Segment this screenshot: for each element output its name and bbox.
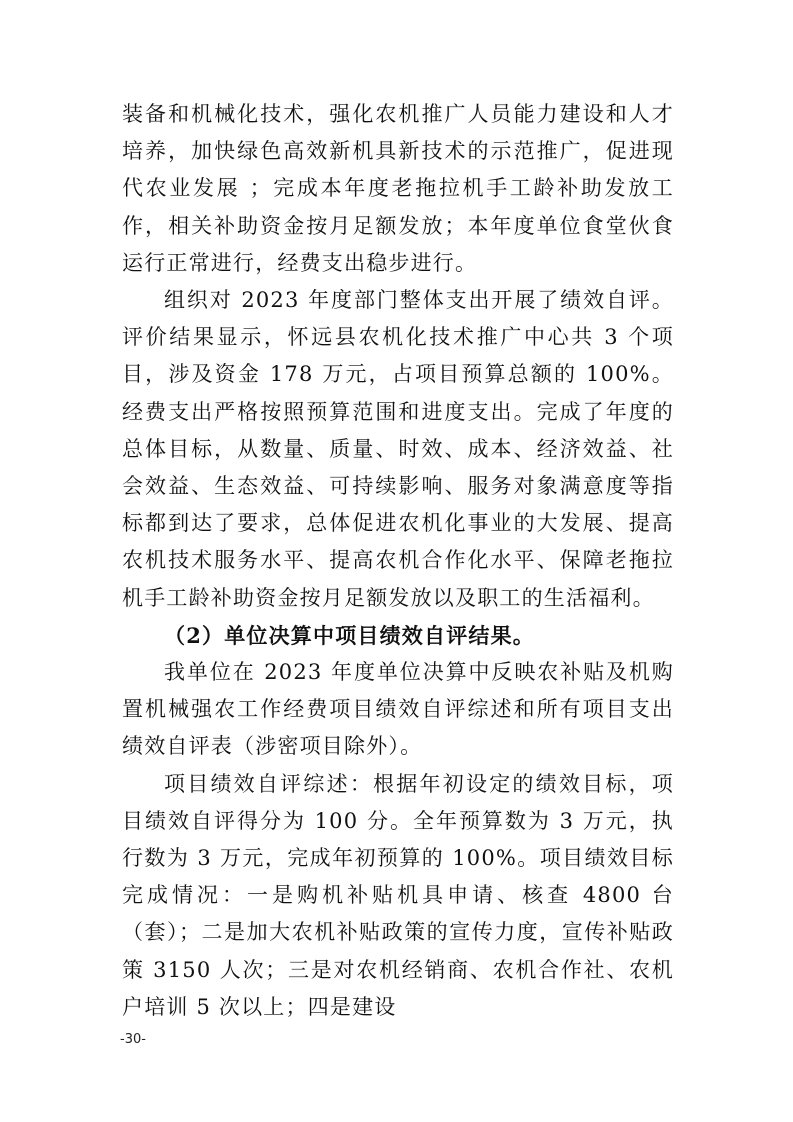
paragraph-project-summary: 项目绩效自评综述：根据年初设定的绩效目标，项目绩效自评得分为 100 分。全年预算数为 3 万元，执行数为 3 万元，完成年初预算的 100%。项目绩效目标完成情况：一是购机补贴机具申请、核查 4800 台（套）；二是加大农机补贴政策的宣传力度，宣传补贴政策 3150 人次；三是对农机经销商、农机合作社、农机户培训 5 次以上；四是建设: [122, 771, 674, 1019]
page-number: -30-: [120, 1032, 146, 1047]
document-body: [122, 96, 674, 1026]
section-heading: （2）单位决算中项目绩效自评结果。: [164, 622, 536, 648]
paragraph-project-report: 我单位在 2023 年度单位决算中反映农补贴及机购置机械强农工作经费项目绩效自评综述和所有项目支出绩效自评表（涉密项目除外）。: [122, 660, 674, 759]
paragraph-continuation: 装备和机械化技术，强化农机推广人员能力建设和人才培养，加快绿色高效新机具新技术的示范推广，促进现代农业发展 ；完成本年度老拖拉机手工龄补助发放工作，相关补助资金按月足额发放；本年度单位食堂伙食运行正常进行，经费支出稳步进行。: [122, 102, 674, 275]
paragraph-overall-evaluation: 组织对 2023 年度部门整体支出开展了绩效自评。评价结果显示，怀远县农机化技术推广中心共 3 个项目，涉及资金 178 万元，占项目预算总额的 100%。经费支出严格按照预算范围和进度支出。完成了年度的总体目标，从数量、质量、时效、成本、经济效益、社会效益、生态效益、可持续影响、服务对象满意度等指标都到达了要求，总体促进农机化事业的大发展、提高农机技术服务水平、提高农机合作化水平、保障老拖拉机手工龄补助资金按月足额发放以及职工的生活福利。: [122, 288, 674, 610]
